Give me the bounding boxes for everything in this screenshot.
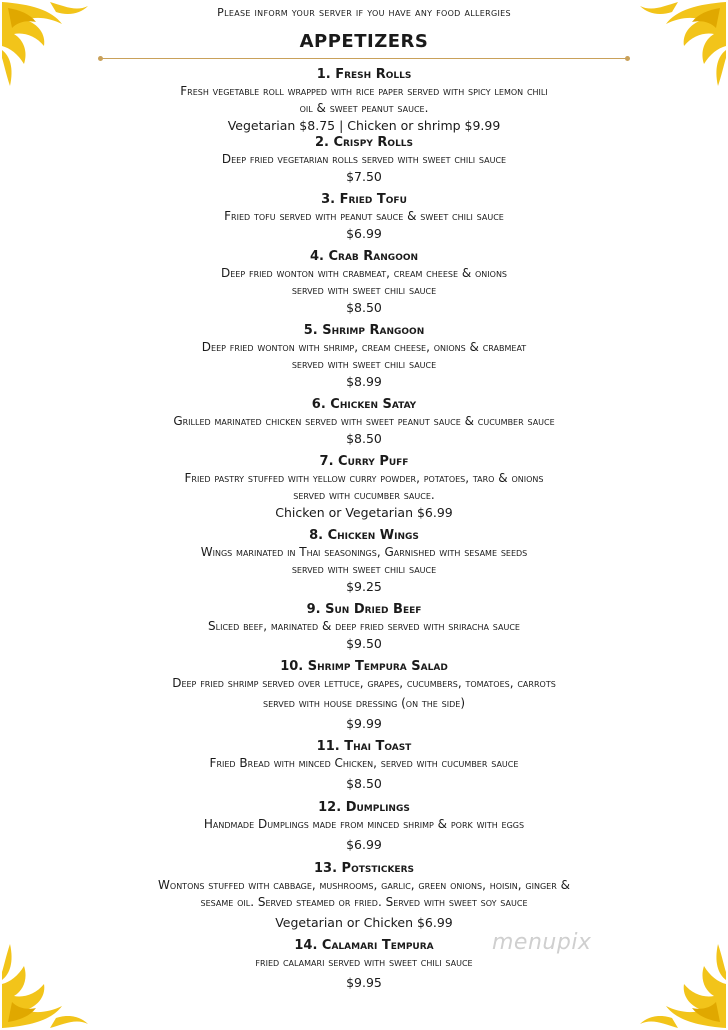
item-title: 10. Shrimp Tempura Salad: [280, 659, 448, 674]
item-price: Vegetarian or Chicken $6.99: [275, 915, 453, 930]
item-price: $9.25: [346, 579, 382, 594]
item-price: $8.50: [346, 776, 382, 791]
item-title: 12. Dumplings: [318, 800, 410, 815]
item-price: $9.50: [346, 636, 382, 651]
item-title: 3. Fried Tofu: [321, 192, 407, 207]
menu-item: [0, 527, 728, 595]
menu-list: [0, 66, 728, 991]
item-description-line: Wontons stuffed with cabbage, mushrooms, garlic, green onions, hoisin, ginger &: [158, 878, 570, 892]
item-description: [0, 470, 728, 504]
item-description: [0, 413, 728, 430]
item-description-line: Handmade Dumplings made from minced shrimp & pork with eggs: [203, 817, 525, 831]
item-description-line: sesame oil. Served steamed or fried. Served with sweet soy sauce: [200, 895, 528, 909]
item-description-line: Fried pastry stuffed with yellow curry powder, potatoes, taro & onions: [184, 471, 544, 485]
item-description-line: Fried tofu served with peanut sauce & sweet chili sauce: [224, 209, 504, 223]
watermark: menupix: [492, 930, 592, 955]
item-price: $8.50: [346, 300, 382, 315]
item-title: 4. Crab Rangoon: [309, 249, 419, 264]
item-description-line: Wings marinated in Thai seasonings, Garnished with sesame seeds: [200, 545, 528, 559]
item-price: $6.99: [346, 837, 382, 852]
item-title: 7. Curry Puff: [319, 454, 409, 469]
item-title: 13. Potstickers: [314, 861, 414, 876]
item-price: Vegetarian $8.75 | Chicken or shrimp $9.99: [227, 118, 501, 133]
item-description: [0, 755, 728, 772]
item-title: 5. Shrimp Rangoon: [303, 323, 425, 338]
item-title: 11. Thai Toast: [316, 739, 412, 754]
menu-item: [0, 248, 728, 316]
item-price: $8.50: [346, 431, 382, 446]
item-description: [0, 265, 728, 299]
menu-item: [0, 937, 728, 991]
item-description: [0, 877, 728, 911]
menu-item: [0, 322, 728, 390]
item-description: [0, 618, 728, 635]
item-description-line: Sliced beef, marinated & deep fried served with sriracha sauce: [208, 619, 520, 633]
item-price: $8.99: [346, 374, 382, 389]
menu-item: [0, 601, 728, 652]
item-description-line: Fresh vegetable roll wrapped with rice paper served with spicy lemon chili: [180, 84, 548, 98]
item-description-line: served with sweet chili sauce: [291, 283, 437, 297]
item-title: 6. Chicken Satay: [311, 397, 417, 412]
item-description: [0, 208, 728, 225]
item-description-line: Deep fried wonton with crabmeat, cream cheese & onions: [220, 266, 508, 280]
divider: [100, 58, 628, 59]
item-title: 9. Sun Dried Beef: [306, 602, 422, 617]
item-price: Chicken or Vegetarian $6.99: [275, 505, 453, 520]
menu-item: [0, 738, 728, 792]
menu-item: [0, 396, 728, 447]
item-description-line: fried calamari served with sweet chili sauce: [255, 955, 473, 969]
page-title: APPETIZERS: [299, 31, 429, 52]
item-price: $9.95: [346, 975, 382, 990]
item-description-line: Grilled marinated chicken served with sweet peanut sauce & cucumber sauce: [173, 414, 555, 428]
menu-item: [0, 453, 728, 521]
item-description-line: Deep fried shrimp served over lettuce, grapes, cucumbers, tomatoes, carrots: [172, 676, 556, 690]
item-title: 1. Fresh Rolls: [316, 67, 412, 82]
item-description: [0, 151, 728, 168]
menu-item: [0, 191, 728, 242]
item-description: [0, 544, 728, 578]
item-price: $6.99: [346, 226, 382, 241]
menu-item: [0, 134, 728, 185]
item-description-line: served with house dressing (on the side): [262, 696, 466, 710]
item-price: $9.99: [346, 716, 382, 731]
item-description: [0, 339, 728, 373]
item-description: [0, 675, 728, 712]
item-title: 2. Crispy Rolls: [314, 135, 414, 150]
item-description-line: served with sweet chili sauce: [291, 562, 437, 576]
item-description: [0, 83, 728, 117]
item-description-line: served with sweet chili sauce: [291, 357, 437, 371]
menu-item: [0, 860, 728, 931]
item-title: 8. Chicken Wings: [309, 528, 419, 543]
item-description-line: Deep fried wonton with shrimp, cream cheese, onions & crabmeat: [201, 340, 527, 354]
item-title: 14. Calamari Tempura: [294, 938, 434, 953]
item-description-line: Deep fried vegetarian rolls served with sweet chili sauce: [221, 152, 507, 166]
item-description-line: oil & sweet peanut sauce.: [299, 101, 429, 115]
menu-item: [0, 799, 728, 853]
allergy-notice: Please inform your server if you have any food allergies: [217, 6, 511, 19]
menu-item: [0, 66, 728, 134]
menu-item: [0, 658, 728, 732]
item-description: [0, 954, 728, 971]
item-description-line: served with cucumber sauce.: [293, 488, 435, 502]
item-description: [0, 816, 728, 833]
item-price: $7.50: [346, 169, 382, 184]
item-description-line: Fried Bread with minced Chicken, served with cucumber sauce: [209, 756, 519, 770]
